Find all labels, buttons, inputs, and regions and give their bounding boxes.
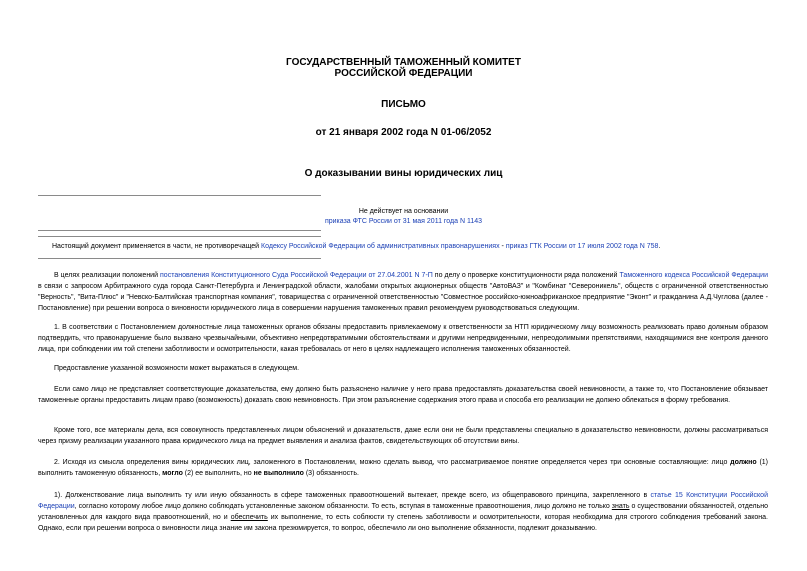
order-758-link[interactable]: приказ ГТК России от 17 июля 2002 года N 758 <box>505 243 659 250</box>
paragraph-text: (1) выполнить таможенную обязанность, <box>38 459 769 477</box>
divider <box>38 258 321 259</box>
koap-link[interactable]: Кодексу Российской Федерации об административных правонарушениях <box>261 243 500 250</box>
paragraph-text: (2) ее выполнить, но <box>182 470 254 477</box>
paragraph-6 <box>38 490 768 534</box>
status-text: Не действует на основании <box>358 208 449 215</box>
note-text: Настоящий документ применяется в части, не противоречащей <box>52 243 262 250</box>
customs-code-link[interactable]: Таможенного кодекса Российской Федерации <box>619 272 769 279</box>
status-block <box>0 207 807 227</box>
doc-type: ПИСЬМО <box>381 99 426 110</box>
agency-line-2: РОССИЙСКОЙ ФЕДЕРАЦИИ <box>334 68 473 79</box>
emphasis: не выполнило <box>253 470 304 477</box>
divider <box>38 195 321 196</box>
paragraph-4: Кроме того, все материалы дела, вся совокупность представленных лицом объяснений и доказательств, даже если они не были представлены специально в доказательство невиновности, должны рассматриваться через призму реализации указанного права юридического лица на предмет выявления и анализа фактов, свидетельствующих об отсутствии вины. <box>38 427 768 445</box>
paragraph-text: по делу о проверке конституционности ряда положений <box>432 272 620 279</box>
divider <box>38 230 321 231</box>
divider <box>38 236 321 237</box>
paragraph-text: в связи с запросом Арбитражного суда города Санкт-Петербурга и Ленинградской области, жалобами открытых акционерных обществ "АвтоВАЗ" и "Комбинат "Североникель", обществ с ограниченной ответственностью "Верность", "Вита-Плюс" и "Невско-Балтийская транспортная компания", товарищества с ограниченной ответственностью "Совместное российско-южноафриканское предприятие "Эконт" и гражданина А.Д.Чуглова (далее - Постановление) при решении вопроса о виновности юридического лица в совершении нарушения таможенных правил рекомендуем руководствоваться следующим. <box>38 283 768 312</box>
paragraph-intro <box>38 270 768 314</box>
doc-title: О доказывании вины юридических лиц <box>304 168 503 179</box>
note-text: . <box>658 243 661 250</box>
agency-header <box>0 57 807 79</box>
doc-date: от 21 января 2002 года N 01-06/2052 <box>315 127 492 138</box>
paragraph-3: Если само лицо не представляет соответствующие доказательства, ему должно быть разъяснено наличие у него права предоставлять доказательства своей невиновности, а также то, что Постановление обязывает таможенные органы предоставить лицам право (возможность) доказать свою невиновность. При этом разъяснение содержания этого права и способа его реализации не должно облекаться в форму требования. <box>38 386 768 404</box>
applicability-note <box>52 241 768 252</box>
paragraph-text: (3) обязанность. <box>303 470 359 477</box>
status-link[interactable]: приказа ФТС России от 31 мая 2011 года N 1143 <box>324 218 483 225</box>
paragraph-text: 2. Исходя из смысла определения вины юридических лиц, заложенного в Постановлении, можно сделать вывод, что рассматриваемое понятие определяется через три основные составляющие: лицо <box>54 459 731 466</box>
underlined-word: знать <box>611 503 630 510</box>
emphasis: могло <box>162 470 183 477</box>
paragraph-text: 1). Долженствование лица выполнить ту или иную обязанность в сфере таможенных правоотношений вытекает, прежде всего, из общеправового принципа, закрепленного в <box>54 492 651 499</box>
underlined-word: обеспечить <box>230 514 268 521</box>
note-text: - <box>499 243 506 250</box>
paragraph-2: Предоставление указанной возможности может выражаться в следующем. <box>54 365 300 372</box>
agency-line-1: ГОСУДАРСТВЕННЫЙ ТАМОЖЕННЫЙ КОМИТЕТ <box>286 57 521 68</box>
emphasis: должно <box>730 459 757 466</box>
paragraph-text: , согласно которому любое лицо должно соблюдать установленные законом обязанности. То есть, вступая в таможенные правоотношения, лицо должно не только <box>74 503 612 510</box>
constitution-article-15-link[interactable]: статье 15 Конституции Российской Федерации <box>38 492 768 510</box>
paragraph-1: 1. В соответствии с Постановлением должностные лица таможенных органов обязаны предоставить привлекаемому к ответственности за НТП юридическому лицу возможность реализовать право должным образом подтвердить, что правонарушение было вызвано чрезвычайными, объективно непредотвратимыми обстоятельствами и другими непредвиденными, непреодолимыми препятствиями, находящимися вне контроля данного лица, при соблюдении им той степени заботливости и осмотрительности, какая требовалась от него в целях надлежащего исполнения таможенных обязанностей. <box>38 324 768 353</box>
paragraph-text: о существовании обязанностей, отдельно установленных для каждого вида правоотношений, но и <box>38 503 768 521</box>
paragraph-text: их выполнение, то есть соблюсти ту степень заботливости и осмотрительности, которая необходима для строгого соблюдения требований закона. Однако, если при решении вопроса о виновности лица знание им закона презюмируется, то вопрос, обеспечило ли оно выполнение обязанности, подлежит доказыванию. <box>38 514 768 532</box>
constitutional-court-link[interactable]: постановления Конституционного Суда Российской Федерации от 27.04.2001 N 7-П <box>160 272 433 279</box>
paragraph-text: В целях реализации положений <box>54 272 161 279</box>
paragraph-5 <box>38 457 768 479</box>
